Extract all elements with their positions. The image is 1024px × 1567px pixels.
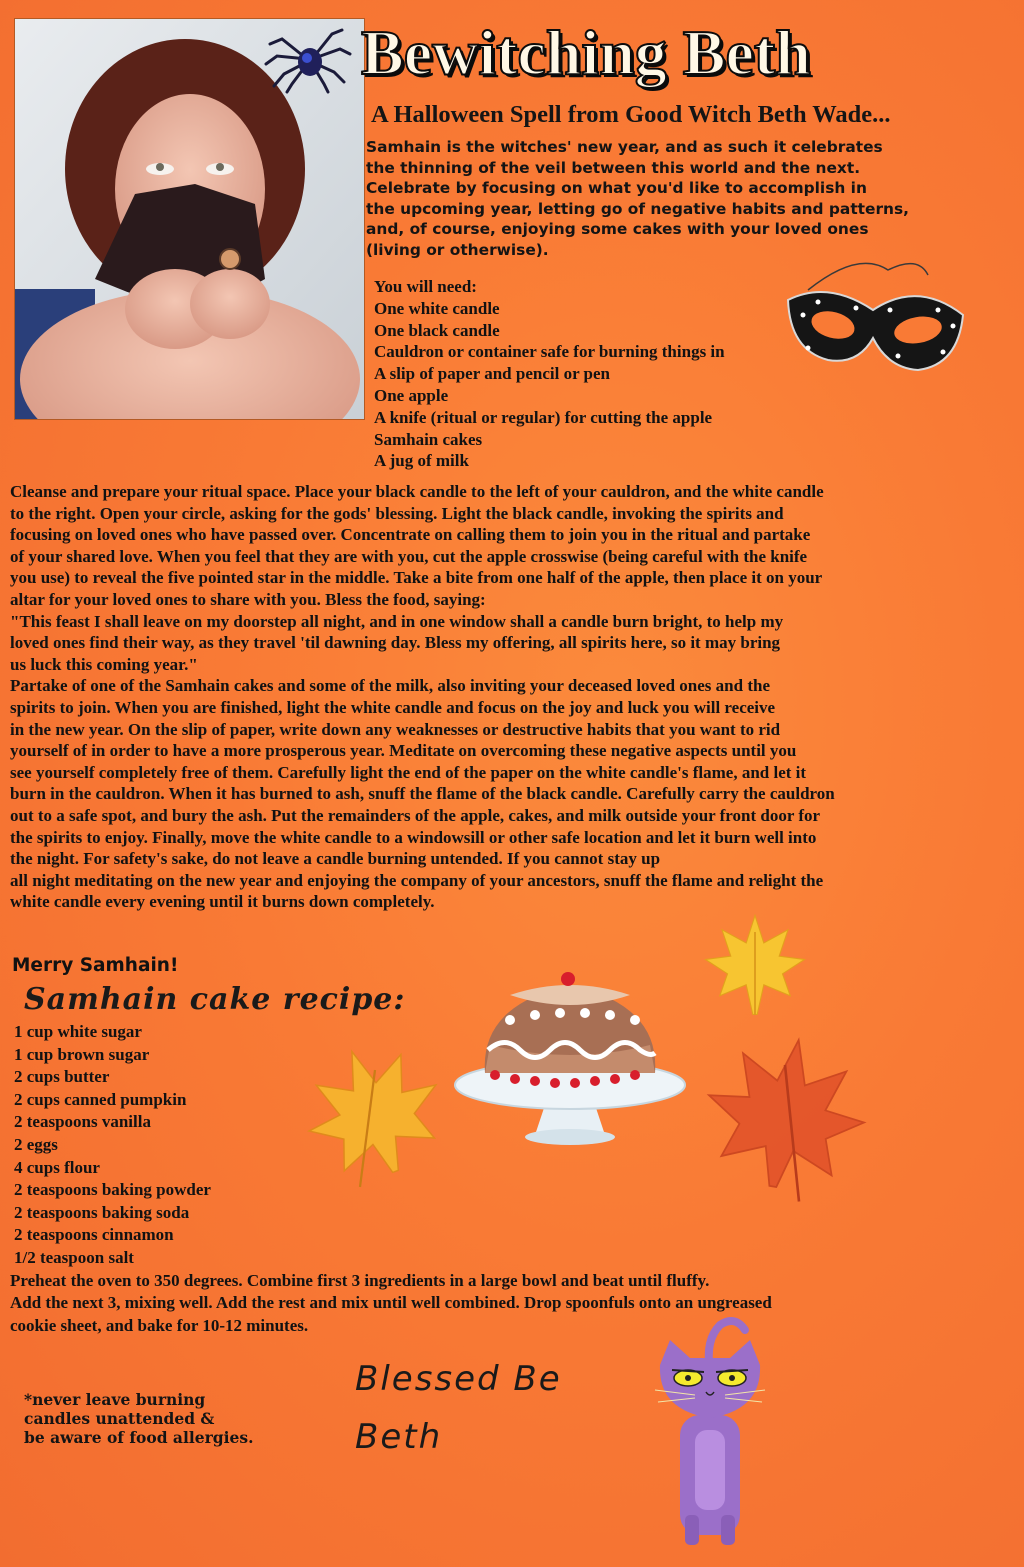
page-title: Bewitching Beth <box>361 17 811 88</box>
recipe-method <box>10 1270 1010 1337</box>
signoff <box>355 1350 562 1466</box>
spider-icon <box>262 24 352 94</box>
maple-leaf-icon <box>700 910 810 1020</box>
maple-leaf-icon <box>695 1030 875 1205</box>
ingredient-item: 2 teaspoons baking soda <box>14 1202 190 1222</box>
instruction-line: burn in the cauldron. When it has burned to ash, snuff the flame of the black candle. Carefully carry the cauldron <box>10 784 835 804</box>
ingredient-item: 2 teaspoons baking powder <box>14 1180 211 1200</box>
intro-line: and, of course, enjoying some cakes with your loved ones <box>366 220 869 238</box>
ingredient-list <box>14 1021 334 1270</box>
masquerade-mask-icon <box>778 260 968 380</box>
instruction-line: you use) to reveal the five pointed star in the middle. Take a bite from one half of the apple, then place it on your <box>10 568 823 588</box>
warning-line: candles unattended & <box>24 1409 215 1428</box>
ingredient-item: 1 cup brown sugar <box>14 1044 150 1064</box>
needs-item: A knife (ritual or regular) for cutting the apple <box>374 407 713 427</box>
instruction-line: altar for your loved ones to share with you. Bless the food, saying: <box>10 589 486 609</box>
subtitle: A Halloween Spell from Good Witch Beth Wade... <box>371 101 891 128</box>
intro-line: (living or otherwise). <box>366 240 549 259</box>
intro-line: the thinning of the veil between this world and the next. <box>366 158 861 177</box>
needs-item: One apple <box>374 385 449 405</box>
needs-item: A jug of milk <box>374 451 469 471</box>
instruction-line: white candle every evening until it burns down completely. <box>10 892 435 912</box>
ritual-instructions <box>10 481 1015 913</box>
ingredient-item: 1 cup white sugar <box>14 1022 142 1041</box>
instruction-line: "This feast I shall leave on my doorstep all night, and in one window shall a candle burn bright, to help my <box>10 611 784 631</box>
signoff-name: Beth <box>355 1417 443 1457</box>
warning-line: *never leave burning <box>24 1390 206 1409</box>
needs-list <box>374 276 794 472</box>
instruction-line: of your shared love. When you feel that they are with you, cut the apple crosswise (being careful with the knife <box>10 546 808 566</box>
signoff-blessing: Blessed Be <box>355 1359 562 1399</box>
ingredient-item: 2 teaspoons vanilla <box>14 1112 151 1132</box>
instruction-line: the spirits to enjoy. Finally, move the white candle to a windowsill or other safe location and let it burn well into <box>10 827 817 847</box>
instruction-line: yourself of in order to have a more prosperous year. Meditate on overcoming these negative aspects until you <box>10 741 797 761</box>
needs-item: A slip of paper and pencil or pen <box>374 364 611 384</box>
instruction-line: Partake of one of the Samhain cakes and some of the milk, also inviting your deceased loved ones and the <box>10 676 770 696</box>
method-line: Preheat the oven to 350 degrees. Combine first 3 ingredients in a large bowl and beat until fluffy. <box>10 1271 710 1290</box>
needs-heading: You will need: <box>374 277 477 296</box>
needs-item: One black candle <box>374 320 500 340</box>
recipe-title: Samhain cake recipe: <box>24 982 406 1017</box>
cake-icon <box>450 965 690 1155</box>
instruction-line: the night. For safety's sake, do not leave a candle burning untended. If you cannot stay up <box>10 849 661 869</box>
needs-item: One white candle <box>374 298 500 318</box>
ingredient-item: 2 cups canned pumpkin <box>14 1089 187 1109</box>
instruction-line: focusing on loved ones who have passed over. Concentrate on calling them to join you in the ritual and partake <box>10 525 811 545</box>
method-line: cookie sheet, and bake for 10-12 minutes. <box>10 1315 309 1335</box>
safety-warning <box>24 1390 324 1447</box>
instruction-line: to the right. Open your circle, asking for the gods' blessing. Light the black candle, invoking the spirits and <box>10 503 784 523</box>
merry-samhain-heading: Merry Samhain! <box>12 955 179 976</box>
instruction-line: in the new year. On the slip of paper, write down any weaknesses or destructive habits that you want to rid <box>10 719 781 739</box>
ingredient-item: 4 cups flour <box>14 1157 100 1177</box>
instruction-line: loved ones find their way, as they travel 'til dawning day. Bless my offering, all spirits here, so it may bring <box>10 633 781 653</box>
ingredient-item: 1/2 teaspoon salt <box>14 1247 134 1267</box>
instruction-line: Cleanse and prepare your ritual space. Place your black candle to the left of your cauldron, and the white candle <box>10 482 824 501</box>
intro-line: Celebrate by focusing on what you'd like to accomplish in <box>366 179 867 197</box>
instruction-line: us luck this coming year." <box>10 654 198 674</box>
needs-item: Cauldron or container safe for burning things in <box>374 342 725 362</box>
instruction-line: out to a safe spot, and bury the ash. Put the remainders of the apple, cakes, and milk outside your front door for <box>10 805 821 825</box>
needs-item: Samhain cakes <box>374 429 483 449</box>
method-line: Add the next 3, mixing well. Add the rest and mix until well combined. Drop spoonfuls onto an ungreased <box>10 1293 772 1313</box>
warning-line: be aware of food allergies. <box>24 1428 254 1447</box>
ingredient-item: 2 eggs <box>14 1134 58 1154</box>
intro-paragraph <box>366 137 1024 260</box>
ingredient-item: 2 cups butter <box>14 1067 110 1087</box>
cat-icon <box>650 1310 770 1550</box>
instruction-line: all night meditating on the new year and enjoying the company of your ancestors, snuff the flame and relight the <box>10 870 824 890</box>
ingredient-item: 2 teaspoons cinnamon <box>14 1225 174 1245</box>
instruction-line: spirits to join. When you are finished, light the white candle and focus on the joy and luck you will receive <box>10 697 776 717</box>
intro-line: Samhain is the witches' new year, and as such it celebrates <box>366 138 883 156</box>
instruction-line: see yourself completely free of them. Carefully light the end of the paper on the white candle's flame, and let it <box>10 762 807 782</box>
intro-line: the upcoming year, letting go of negative habits and patterns, <box>366 199 910 218</box>
